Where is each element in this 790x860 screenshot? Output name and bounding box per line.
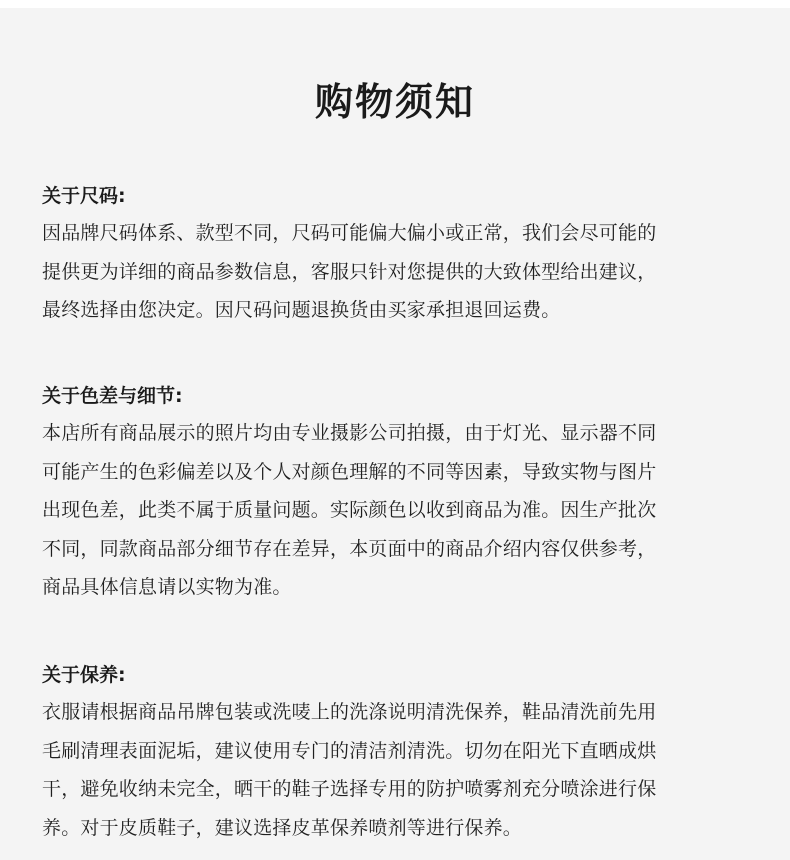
section-color-detail [42, 378, 762, 607]
section-size [42, 178, 762, 330]
section-heading-size: 关于尺码: [42, 185, 126, 207]
section-care [42, 657, 762, 847]
page-title: 购物须知 [314, 80, 475, 124]
paragraph-line: 本店所有商品展示的照片均由专业摄影公司拍摄，由于灯光、显示器不同 [42, 422, 657, 444]
section-heading-care: 关于保养: [42, 664, 126, 686]
section-body-size [42, 214, 762, 330]
section-body-color-detail [42, 414, 762, 607]
paragraph-line: 养。对于皮质鞋子，建议选择皮革保养喷剂等进行保养。 [42, 816, 523, 839]
section-body-care [42, 693, 762, 847]
paragraph-line: 可能产生的色彩偏差以及个人对颜色理解的不同等因素，导致实物与图片 [42, 460, 657, 483]
paragraph-line: 出现色差，此类不属于质量问题。实际颜色以收到商品为准。因生产批次 [42, 499, 657, 521]
paragraph-line: 提供更为详细的商品参数信息，客服只针对您提供的大致体型给出建议， [42, 260, 657, 283]
paragraph-line: 商品具体信息请以实物为准。 [42, 576, 292, 598]
paragraph-line: 衣服请根据商品吊牌包装或洗唛上的洗涤说明清洗保养，鞋品清洗前先用 [42, 701, 657, 723]
paragraph-line: 干，避免收纳未完全，晒干的鞋子选择专用的防护喷雾剂充分喷涂进行保 [42, 778, 657, 800]
paragraph-line: 不同，同款商品部分细节存在差异，本页面中的商品介绍内容仅供参考， [42, 537, 657, 560]
paragraph-line: 毛刷清理表面泥垢，建议使用专门的清洁剂清洗。切勿在阳光下直晒成烘 [42, 739, 657, 762]
paragraph-line: 最终选择由您决定。因尺码问题退换货由买家承担退回运费。 [42, 299, 561, 321]
paragraph-line: 因品牌尺码体系、款型不同，尺码可能偏大偏小或正常，我们会尽可能的 [42, 222, 657, 244]
section-heading-color-detail: 关于色差与细节: [42, 385, 183, 407]
